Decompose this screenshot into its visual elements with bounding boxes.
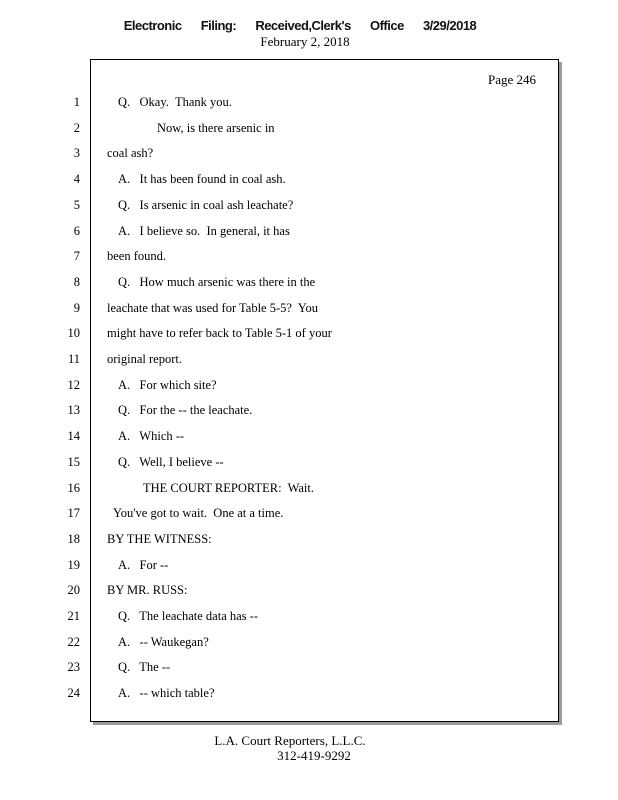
line-number: 20 [67,583,80,597]
line-text: BY THE WITNESS: [107,532,212,546]
line-text: A. -- Waukegan? [118,635,209,649]
line-text: might have to refer back to Table 5-1 of your [107,326,332,340]
line-number: 24 [67,686,80,700]
line-text: Now, is there arsenic in [157,121,275,135]
line-text: Q. How much arsenic was there in the [118,275,316,289]
line-text: A. I believe so. In general, it has [118,224,290,238]
reporter-company: L.A. Court Reporters, L.L.C. [214,733,366,748]
line-number: 17 [67,506,80,520]
line-text: original report. [107,352,182,366]
line-text: Q. For the -- the leachate. [118,403,253,417]
line-number: 18 [67,532,80,546]
line-number: 10 [67,326,80,340]
line-text: A. It has been found in coal ash. [118,172,286,186]
line-number: 4 [73,172,80,186]
line-text: You've got to wait. One at a time. [113,506,284,520]
line-number: 16 [67,481,80,495]
line-text: been found. [107,249,167,263]
line-text: BY MR. RUSS: [107,583,188,597]
line-number: 12 [67,378,80,392]
line-text: A. Which -- [118,429,185,443]
line-text: Q. Is arsenic in coal ash leachate? [118,198,294,212]
line-text: coal ash? [107,146,154,160]
transcript-date: February 2, 2018 [260,34,350,49]
line-number: 8 [73,275,80,289]
line-number: 23 [67,660,80,674]
line-number: 3 [73,146,80,160]
line-number: 19 [67,558,80,572]
line-text: THE COURT REPORTER: Wait. [143,481,314,495]
line-number: 2 [73,121,80,135]
line-text: leachate that was used for Table 5-5? You [107,301,318,315]
reporter-phone: 312-419-9292 [277,748,351,763]
line-number: 6 [73,224,80,238]
line-text: Q. The -- [118,660,171,674]
line-number: 13 [67,403,80,417]
line-number: 1 [73,95,80,109]
line-text: Q. Well, I believe -- [118,455,224,469]
filing-word: Received,Clerk's [255,18,351,33]
filing-word: Filing: [200,18,237,33]
line-number: 11 [67,352,80,366]
page-number: Page 246 [487,72,536,87]
line-number: 5 [73,198,80,212]
line-number: 15 [67,455,80,469]
line-number: 7 [73,249,80,263]
line-number: 22 [67,635,80,649]
line-text: Q. Okay. Thank you. [118,95,232,109]
line-text: A. -- which table? [118,686,215,700]
filing-word: Office [369,18,404,33]
line-text: Q. The leachate data has -- [118,609,258,623]
line-number: 9 [73,301,80,315]
filing-word: Electronic [123,18,182,33]
filing-word: 3/29/2018 [422,18,477,33]
line-number: 14 [67,429,80,443]
line-number: 21 [67,609,80,623]
filing-stamp [0,18,600,33]
line-text: A. For -- [118,558,169,572]
line-text: A. For which site? [118,378,217,392]
